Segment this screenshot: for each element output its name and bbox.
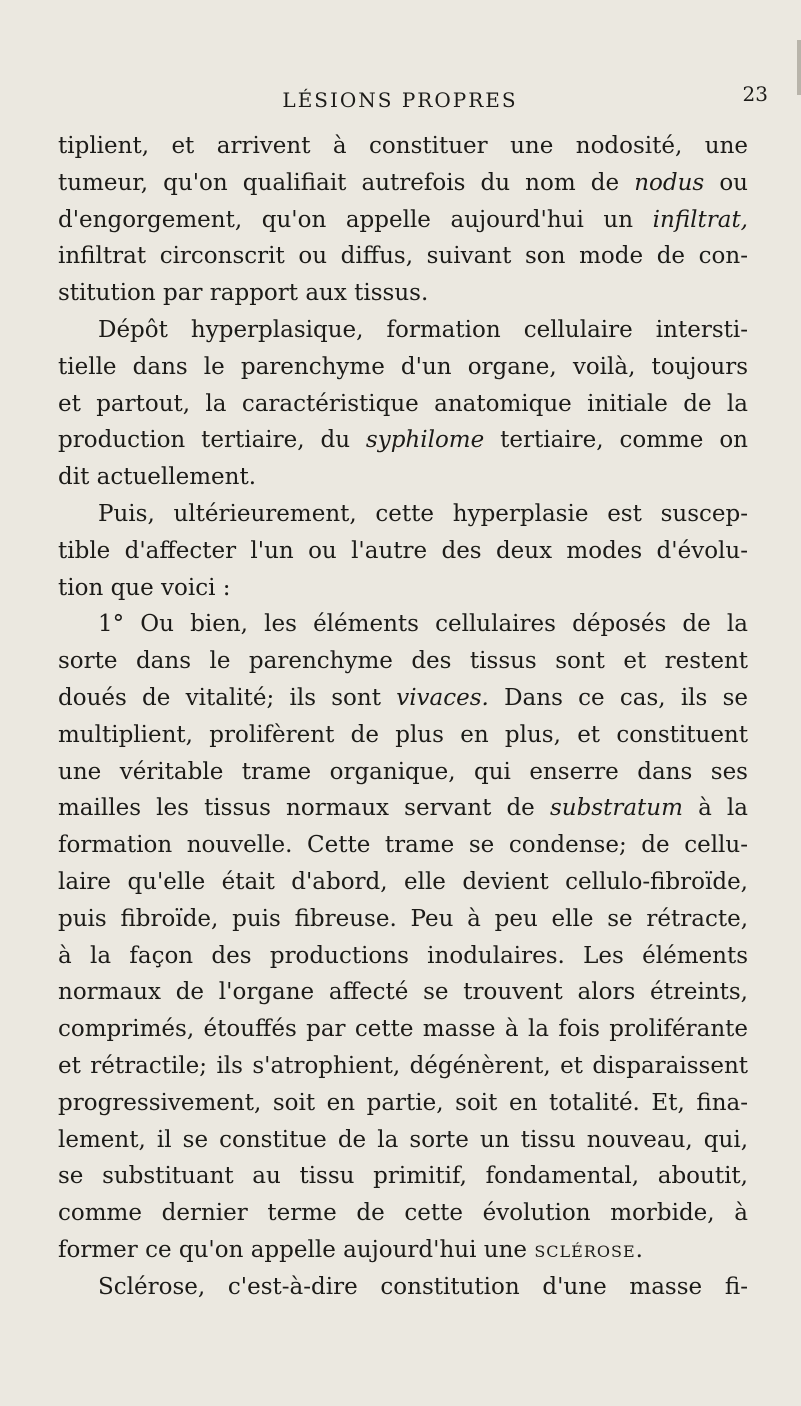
- text-line: [58, 165, 748, 202]
- text-span: à la: [682, 795, 748, 822]
- text-span: sorte dans le parenchyme des tissus sont et restent: [58, 648, 748, 675]
- italic-term: infiltrat,: [652, 206, 748, 233]
- body-text: [58, 128, 748, 1306]
- text-line: [58, 1269, 748, 1306]
- text-line: [58, 349, 748, 386]
- text-span: tiplient, et arrivent à constituer une nodosité, une: [58, 133, 748, 159]
- small-caps-term: sclérose.: [534, 1236, 644, 1263]
- text-line: [58, 754, 748, 791]
- text-line: [58, 606, 748, 643]
- text-span: multiplient, prolifèrent de plus en plus, et constituent: [58, 721, 748, 748]
- text-span: à la façon des productions inodulaires. Les éléments: [58, 942, 748, 969]
- text-span: ou: [704, 169, 748, 196]
- text-line: [58, 901, 748, 938]
- text-span: mailles les tissus normaux servant de: [58, 795, 550, 822]
- text-span: tertiaire, comme on: [484, 427, 748, 454]
- text-span: stitution par rapport aux tissus.: [58, 280, 429, 307]
- text-line: [58, 1195, 748, 1232]
- text-span: d'engorgement, qu'on appelle aujourd'hui un: [58, 206, 653, 233]
- italic-term: vivaces.: [396, 684, 489, 711]
- text-line: [58, 459, 748, 496]
- text-line: [58, 938, 748, 975]
- text-span: et partout, la caractéristique anatomique initiale de la: [58, 390, 748, 417]
- text-line: [58, 1158, 748, 1195]
- text-line: [58, 570, 748, 607]
- text-span: laire qu'elle était d'abord, elle devient cellulo-fibroïde,: [58, 868, 748, 895]
- text-span: une véritable trame organique, qui enserre dans ses: [58, 758, 748, 785]
- text-span: progressivement, soit en partie, soit en totalité. Et, fina-: [58, 1089, 748, 1116]
- text-span: lement, il se constitue de la sorte un tissu nouveau, qui,: [58, 1126, 748, 1153]
- text-line: [58, 790, 748, 827]
- page-number: 23: [742, 82, 768, 106]
- text-span: infiltrat circonscrit ou diffus, suivant son mode de con-: [58, 243, 748, 270]
- italic-term: syphilome: [365, 427, 485, 454]
- text-span: comprimés, étouffés par cette masse à la fois proliférante: [58, 1016, 748, 1043]
- text-line: [58, 128, 748, 165]
- text-line: [58, 275, 748, 312]
- text-span: former ce qu'on appelle aujourd'hui une: [58, 1236, 535, 1263]
- text-span: normaux de l'organe affecté se trouvent alors étreints,: [58, 979, 748, 1006]
- text-line: [58, 422, 748, 459]
- page-edge-mark: [797, 40, 801, 95]
- text-span: tielle dans le parenchyme d'un organe, voilà, toujours: [58, 353, 748, 380]
- text-line: [58, 1122, 748, 1159]
- text-line: [58, 643, 748, 680]
- text-span: doués de vitalité; ils sont: [58, 684, 397, 711]
- text-span: et rétractile; ils s'atrophient, dégénèrent, et disparaissent: [58, 1052, 748, 1079]
- running-title: LÉSIONS PROPRES: [282, 88, 518, 112]
- text-span: 1° Ou bien, les éléments cellulaires déposés de la: [98, 611, 748, 638]
- text-line: [58, 533, 748, 570]
- text-span: dit actuellement.: [58, 464, 257, 491]
- text-line: [58, 1011, 748, 1048]
- text-span: tible d'affecter l'un ou l'autre des deux modes d'évolu-: [58, 537, 748, 564]
- text-line: [58, 202, 748, 239]
- text-span: Dépôt hyperplasique, formation cellulaire intersti-: [98, 316, 748, 343]
- text-line: [58, 1048, 748, 1085]
- text-span: puis fibroïde, puis fibreuse. Peu à peu elle se rétracte,: [58, 905, 748, 932]
- text-line: [58, 827, 748, 864]
- text-span: comme dernier terme de cette évolution morbide, à: [58, 1200, 748, 1227]
- text-span: production tertiaire, du: [58, 427, 366, 454]
- text-span: tion que voici :: [58, 574, 231, 601]
- text-line: [58, 1085, 748, 1122]
- italic-term: substratum: [549, 795, 683, 822]
- text-line: [58, 1232, 748, 1269]
- text-line: [58, 496, 748, 533]
- text-span: Dans ce cas, ils se: [488, 684, 748, 711]
- page-header: [60, 82, 768, 118]
- text-line: [58, 680, 748, 717]
- text-span: tumeur, qu'on qualifiait autrefois du nom de: [58, 169, 635, 196]
- text-line: [58, 238, 748, 275]
- text-line: [58, 386, 748, 423]
- text-span: Puis, ultérieurement, cette hyperplasie est suscep-: [98, 500, 748, 527]
- italic-term: nodus: [634, 169, 705, 196]
- text-span: Sclérose, c'est-à-dire constitution d'une masse fi-: [98, 1273, 748, 1300]
- text-line: [58, 717, 748, 754]
- text-line: [58, 974, 748, 1011]
- text-span: formation nouvelle. Cette trame se condense; de cellu-: [58, 832, 748, 859]
- text-line: [58, 864, 748, 901]
- text-span: se substituant au tissu primitif, fondamental, aboutit,: [58, 1163, 748, 1190]
- text-line: [58, 312, 748, 349]
